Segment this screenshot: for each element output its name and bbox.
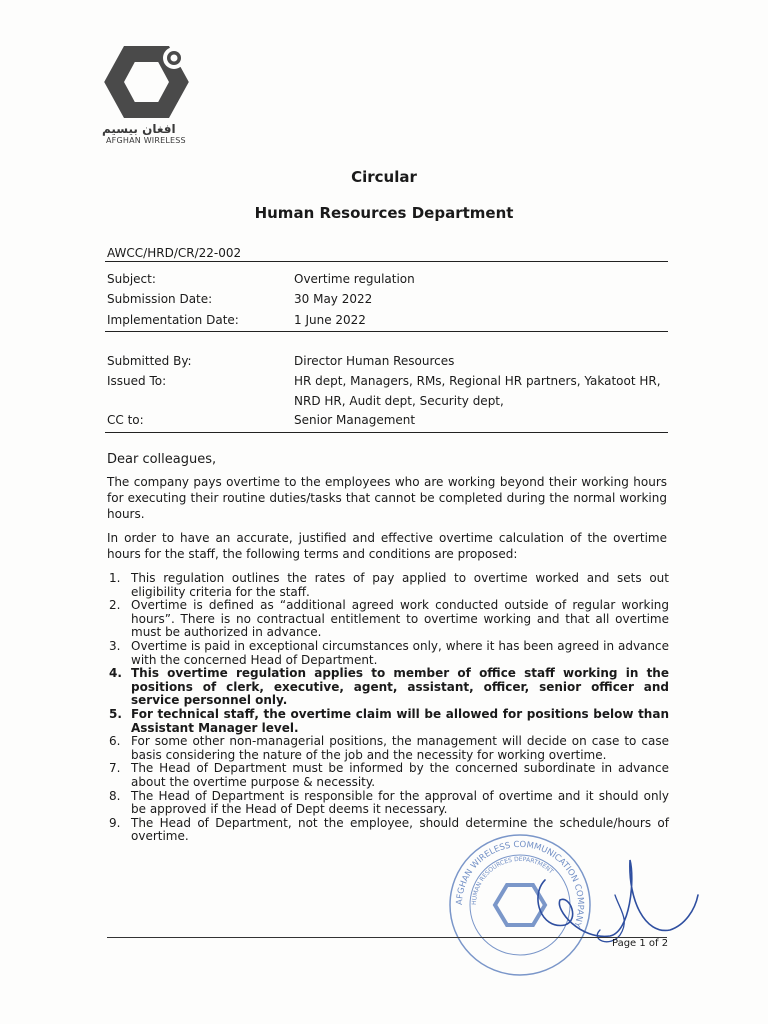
- implementation-date-label: Implementation Date:: [107, 313, 239, 327]
- implementation-date-value: 1 June 2022: [294, 313, 366, 327]
- submission-date-value: 30 May 2022: [294, 292, 373, 306]
- term-item: 8. The Head of Department is responsible for the approval of overtime and it should only be approved if the Head of Dept deems it necessary.: [109, 788, 669, 817]
- issued-to-line-2: NRD HR, Audit dept, Security dept,: [294, 394, 504, 408]
- submitted-by-label: Submitted By:: [107, 354, 192, 368]
- document-title: Circular: [351, 168, 417, 186]
- page-number: Page 1 of 2: [612, 938, 669, 949]
- divider-top: [245, 261, 668, 262]
- company-logo: [100, 40, 195, 150]
- divider-routing: [105, 432, 668, 433]
- submission-date-label: Submission Date:: [107, 292, 213, 306]
- signature: [470, 840, 710, 960]
- term-item: 9. The Head of Department, not the employee, should determine the schedule/hours of overtime.: [109, 815, 669, 844]
- reference-number: AWCC/HRD/CR/22-002: [107, 246, 242, 260]
- term-item: 5. For technical staff, the overtime claim will be allowed for positions below than Assistant Manager level.: [109, 706, 669, 735]
- term-item: 3. Overtime is paid in exceptional circumstances only, where it has been agreed in advance with the concerned Head of Department.: [109, 638, 669, 667]
- svg-text:AFGHAN WIRELESS COMMUNICATION: AFGHAN WIRELESS COMMUNICATION COMPANY: [454, 839, 586, 929]
- subject-label: Subject:: [107, 272, 156, 286]
- paragraph-terms-intro: In order to have an accurate, justified and effective overtime calculation of the overtime hours for the staff, the following terms and conditions are proposed:: [107, 531, 667, 561]
- paragraph-intro: The company pays overtime to the employees who are working beyond their working hours for executing their routine duties/tasks that cannot be completed during the normal working hours.: [107, 475, 667, 521]
- term-item: 6. For some other non-managerial positions, the management will decide on case to case basis considering the nature of the job and the necessity for working overtime.: [109, 734, 669, 762]
- logo-english-text: AFGHAN WIRELESS: [106, 136, 186, 145]
- issued-to-line-1: HR dept, Managers, RMs, Regional HR partners, Yakatoot HR,: [294, 374, 661, 388]
- term-item: 2. Overtime is defined as “additional agreed work conducted outside of regular working hours”. There is no contractual entitlement to overtime working and that all overtime must be authorized in advance.: [109, 598, 669, 640]
- reference-underline: [105, 261, 245, 262]
- submitted-by-value: Director Human Resources: [294, 354, 455, 368]
- cc-value: Senior Management: [294, 413, 416, 427]
- term-item: 1. This regulation outlines the rates of pay applied to overtime worked and sets out eligibility criteria for the staff.: [109, 571, 669, 599]
- cc-label: CC to:: [107, 413, 144, 427]
- department-title: Human Resources Department: [254, 204, 514, 222]
- hexagon-logo-icon: [100, 40, 195, 122]
- term-item: 7. The Head of Department must be informed by the concerned subordinate in advance about the overtime purpose & necessity.: [109, 761, 669, 789]
- terms-list: [107, 572, 669, 844]
- subject-value: Overtime regulation: [294, 272, 415, 286]
- svg-text:HUMAN RESOURCES DEPARTMENT: HUMAN RESOURCES DEPARTMENT: [470, 855, 555, 906]
- handwritten-signature-icon: [470, 840, 710, 960]
- greeting: Dear colleagues,: [107, 452, 217, 467]
- footer-rule: [107, 937, 667, 938]
- issued-to-label: Issued To:: [107, 374, 167, 388]
- divider-details: [105, 331, 668, 332]
- logo-arabic-text: افغان بیسیم: [102, 122, 176, 136]
- term-item: 4. This overtime regulation applies to member of office staff working in the positions of clerk, executive, agent, assistant, officer, senior officer and service personnel only.: [109, 666, 669, 708]
